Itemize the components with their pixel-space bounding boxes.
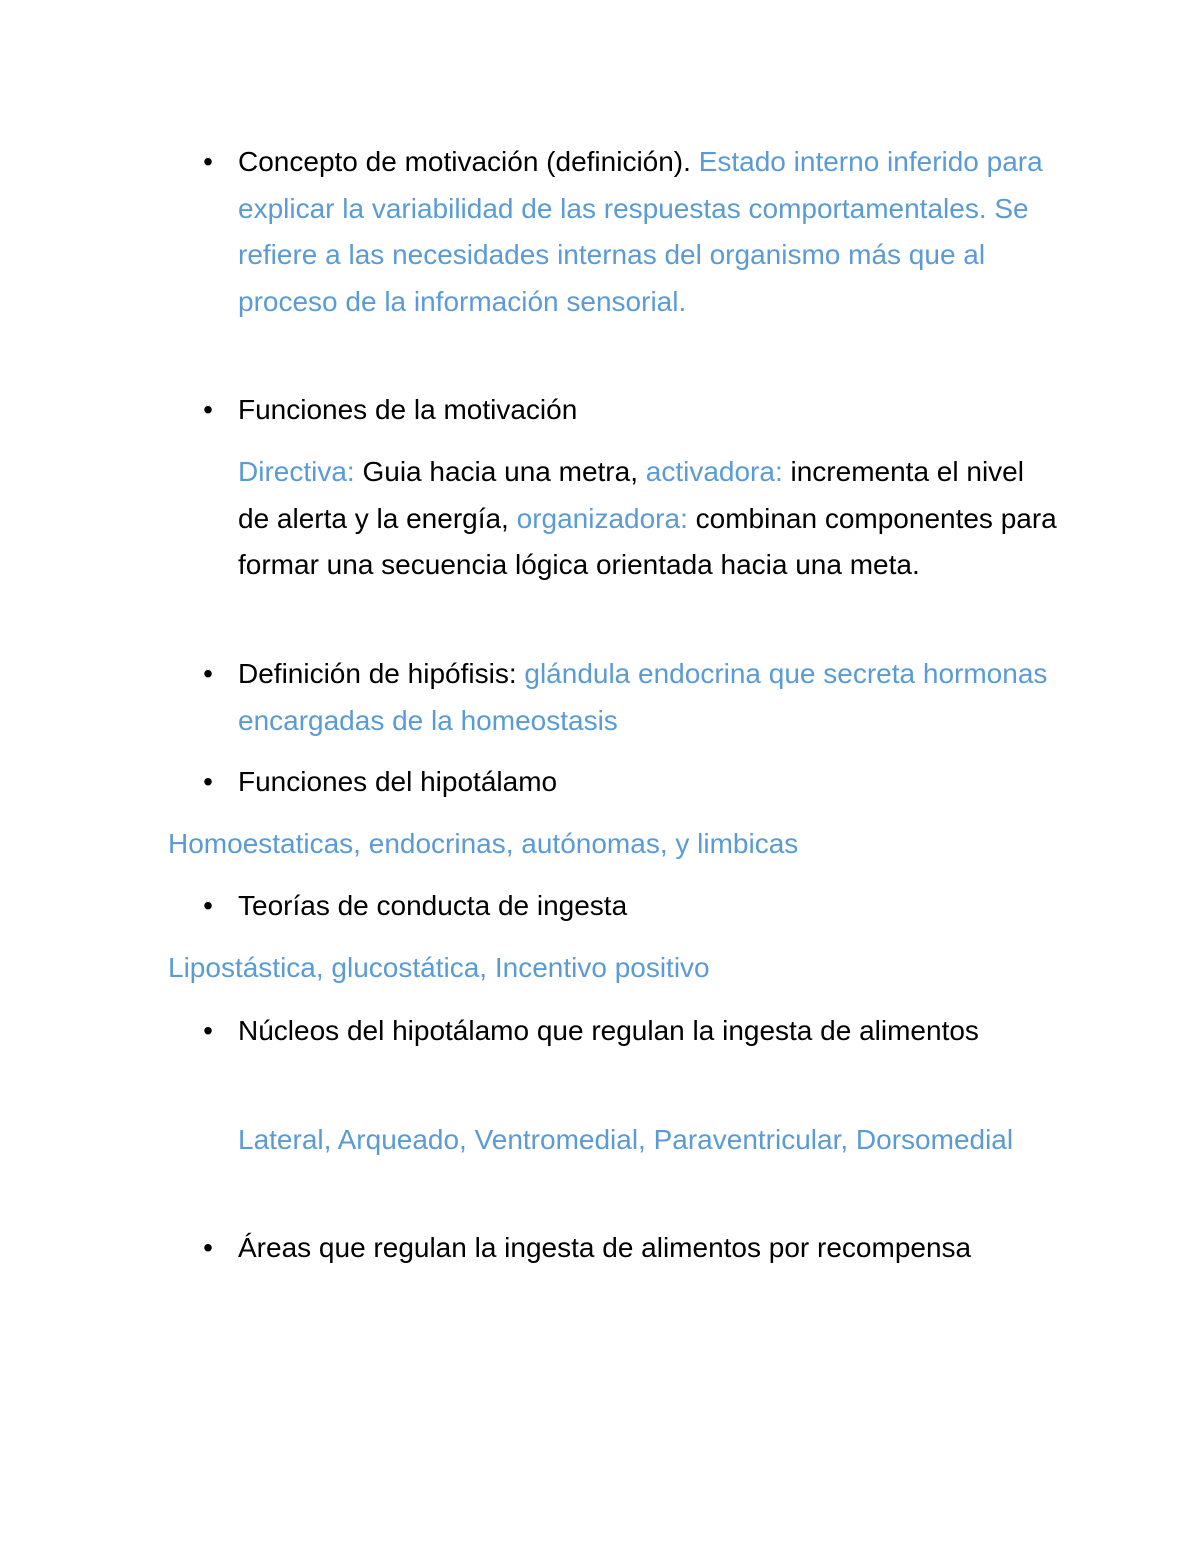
function-text: combinan componentes para formar una secuencia lógica orientada hacia una meta. <box>238 502 1057 580</box>
item-heading: Áreas que regulan la ingesta de alimentos por recompensa <box>238 1232 972 1263</box>
bullet-glyph: • <box>203 146 213 177</box>
function-label: organizadora: <box>516 502 688 534</box>
list-item <box>203 387 1058 434</box>
functions-paragraph <box>238 449 1058 589</box>
answer-paragraph: Homoestaticas, endocrinas, autónomas, y limbicas <box>168 828 799 859</box>
item-answer: Estado interno inferido para explicar la variabilidad de las respuestas comportamentales. Se refiere a las necesidades internas del organismo más que al proceso de la información sensorial. <box>238 146 1043 317</box>
function-text: incrementa el nivel de alerta y la energía, <box>238 456 1024 534</box>
bullet-glyph: • <box>203 1232 213 1263</box>
item-heading: Núcleos del hipotálamo que regulan la ingesta de alimentos <box>238 1015 979 1046</box>
item-heading: Funciones de la motivación <box>238 394 578 425</box>
list-item <box>203 1225 1058 1272</box>
list-item <box>203 1008 1058 1055</box>
bullet-glyph: • <box>203 1015 213 1046</box>
item-answer: glándula endocrina que secreta hormonas encargadas de la homeostasis <box>238 658 1048 736</box>
item-heading: Funciones del hipotálamo <box>238 766 558 797</box>
list-item <box>203 651 1058 744</box>
bullet-glyph: • <box>203 658 213 689</box>
answer-paragraph: Lateral, Arqueado, Ventromedial, Paraventricular, Dorsomedial <box>238 1124 1014 1155</box>
item-heading: Concepto de motivación (definición). <box>238 146 691 177</box>
list-item <box>203 759 1058 806</box>
item-heading: Teorías de conducta de ingesta <box>238 890 628 921</box>
bullet-glyph: • <box>203 766 213 797</box>
list-item <box>203 139 1058 325</box>
function-label: activadora: <box>645 456 783 487</box>
bullet-glyph: • <box>203 890 213 921</box>
bullet-glyph: • <box>203 394 213 425</box>
list-item <box>203 883 1058 930</box>
function-label: Directiva: <box>238 456 355 487</box>
item-heading: Definición de hipófisis: <box>238 658 517 689</box>
answer-paragraph: Lipostástica, glucostática, Incentivo positivo <box>168 952 710 983</box>
function-text: Guia hacia una metra, <box>362 456 638 487</box>
